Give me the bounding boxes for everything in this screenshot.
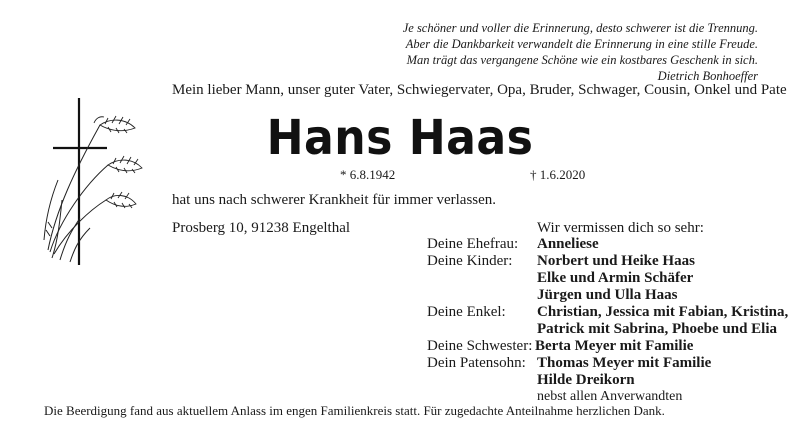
godson-label: Dein Patensohn: — [427, 355, 526, 371]
grandchildren-entry: Christian, Jessica mit Fabian, Kristina, — [537, 304, 789, 320]
wife-name: Anneliese — [537, 236, 599, 252]
intro-line: Mein lieber Mann, unser guter Vater, Schwiegervater, Opa, Bruder, Schwager, Cousin, Onkel und Pate — [172, 82, 787, 98]
bonhoeffer-quote — [238, 20, 758, 84]
grandchildren-label: Deine Enkel: — [427, 304, 506, 320]
deceased-name: Hans Haas — [266, 110, 534, 166]
quote-author: Dietrich Bonhoeffer — [657, 69, 758, 83]
child-entry: Norbert und Heike Haas — [537, 253, 695, 269]
quote-line: Man trägt das vergangene Schöne wie ein kostbares Geschenk in sich. — [406, 53, 758, 67]
quote-line: Je schöner und voller die Erinnerung, desto schwerer ist die Trennung. — [402, 21, 758, 35]
godson-entry: Hilde Dreikorn — [537, 372, 635, 388]
child-entry: Jürgen und Ulla Haas — [537, 287, 678, 303]
funeral-note: Die Beerdigung fand aus aktuellem Anlass im engen Familienkreis statt. Für zugedachte Anteilnahme herzlichen Dank. — [44, 403, 665, 418]
message-line: hat uns nach schwerer Krankheit für immer verlassen. — [172, 192, 497, 208]
children-label: Deine Kinder: — [427, 253, 513, 269]
quote-line: Aber die Dankbarkeit verwandelt die Erinnerung in eine stille Freude. — [405, 37, 758, 51]
closing-line: nebst allen Anverwandten — [537, 389, 683, 404]
birth-date: * 6.8.1942 — [340, 167, 396, 182]
wife-label: Deine Ehefrau: — [427, 236, 519, 252]
death-date: † 1.6.2020 — [530, 167, 586, 182]
sister-label: Deine Schwester: — [427, 338, 533, 354]
sister-name: Berta Meyer mit Familie — [535, 338, 694, 354]
mourners-intro: Wir vermissen dich so sehr: — [537, 220, 704, 236]
grandchildren-entry: Patrick mit Sabrina, Phoebe und Elia — [537, 321, 778, 337]
godson-entry: Thomas Meyer mit Familie — [537, 355, 712, 371]
child-entry: Elke und Armin Schäfer — [537, 270, 694, 286]
address-line: Prosberg 10, 91238 Engelthal — [172, 220, 351, 236]
